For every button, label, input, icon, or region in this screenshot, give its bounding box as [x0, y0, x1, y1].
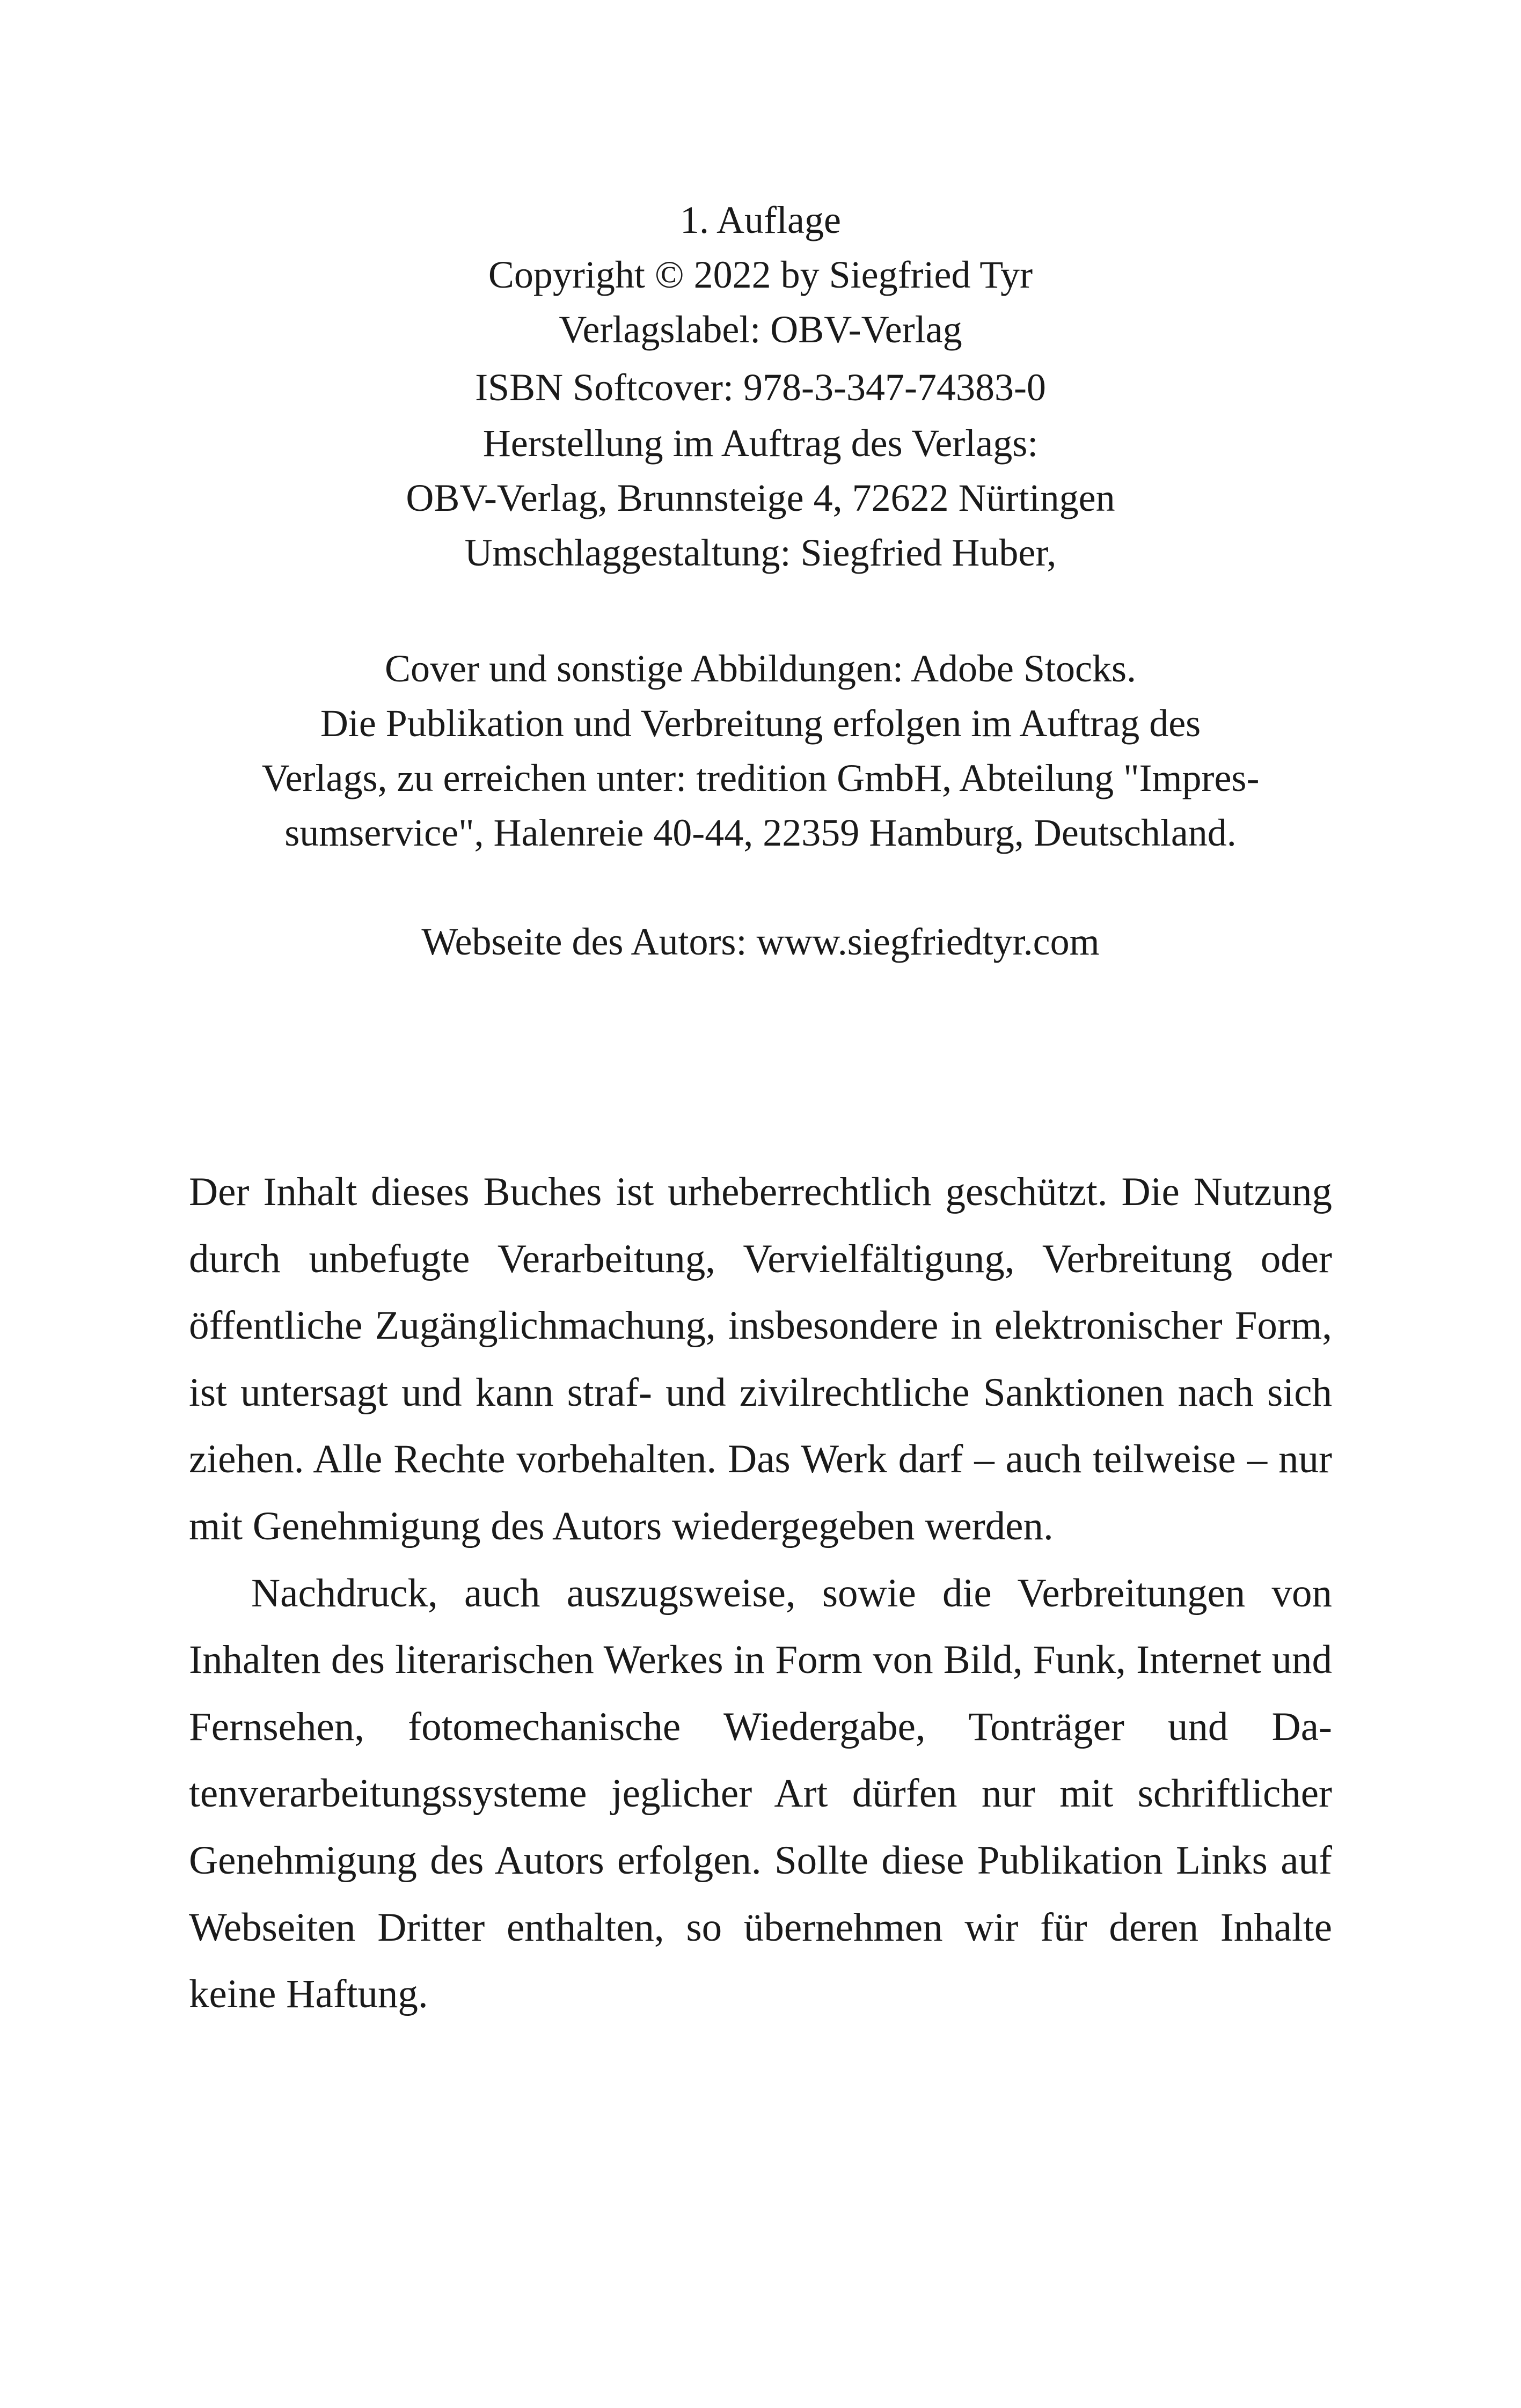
publisher-label-line: Verlagslabel: OBV-Verlag [559, 308, 962, 351]
distribution-line-2: Verlags, zu erreichen unter: tredition GmbH, Abteilung "Impres- [261, 757, 1260, 799]
copyright-line: Copyright © 2022 by Siegfried Tyr [488, 253, 1033, 296]
production-line: Herstellung im Auftrag des Verlags: [482, 422, 1039, 465]
legal-paragraph-reprint: Nachdruck, auch auszugsweise, sowie die Verbreitungen von Inhalten des literarischen Werkes in Form von Bild, Funk, Internet und Fernsehen, fotomechanische Wiedergabe, Tonträger und Datenverarbeitungssysteme jeglicher Art dürfen nur mit schriftlicher Genehmigung des Autors erfolgen. Sollte diese Publikation Links auf Webseiten Dritter enthalten, so übernehmen wir für deren Inhalte keine Haftung. [189, 1570, 1332, 2017]
author-website-line: Webseite des Autors: www.siegfriedtyr.com [421, 920, 1100, 963]
distribution-line-1: Die Publikation und Verbreitung erfolgen im Auftrag des [320, 702, 1201, 745]
legal-paragraph-copyright: Der Inhalt dieses Buches ist urheberrechtlich geschützt. Die Nutzung durch unbefugte Verarbeitung, Vervielfältigung, Verbreitung oder öffentliche Zugänglichmachung, insbesondere in elektronischer Form, ist untersagt und kann straf- und zivilrechtliche Sanktionen nach sich ziehen. Alle Rechte vorbehalten. Das Werk darf – auch teilweise – nur mit Genehmigung des Autors wiedergegeben werden. [189, 1170, 1332, 1548]
cover-images-line: Cover und sonstige Abbildungen: Adobe Stocks. [385, 647, 1136, 690]
distribution-line-3: sumservice", Halenreie 40-44, 22359 Hamburg, Deutschland. [284, 811, 1237, 854]
publisher-address-line: OBV-Verlag, Brunnsteige 4, 72622 Nürtingen [406, 476, 1115, 519]
legal-notice [189, 1159, 1332, 2028]
edition-line: 1. Auflage [680, 199, 841, 241]
cover-design-line: Umschlaggestaltung: Siegfried Huber, [464, 531, 1057, 574]
isbn-line: ISBN Softcover: 978-3-347-74383-0 [475, 366, 1046, 409]
